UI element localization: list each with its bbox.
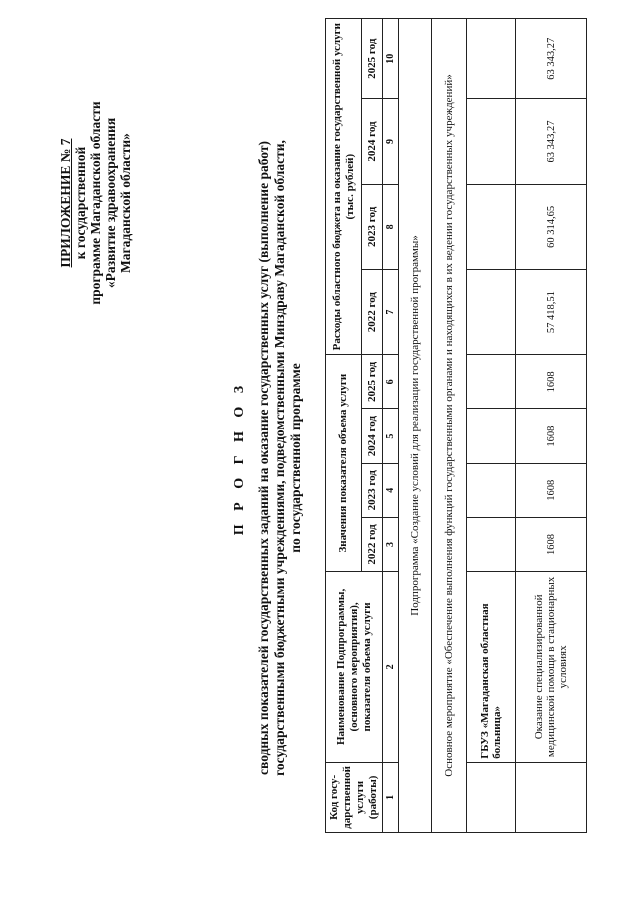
empty-cell [467, 19, 516, 99]
subprogram-row [399, 19, 432, 833]
header-code: Код госу- дарственной услуги (работы) [326, 762, 383, 832]
header-year: 2023 год [362, 184, 383, 269]
table-header-row [326, 19, 362, 833]
appendix-line: программе Магаданской области [88, 101, 103, 305]
header-year: 2024 год [362, 409, 383, 463]
empty-cell [467, 463, 516, 517]
appendix-block [58, 38, 133, 368]
volume-value: 1608 [516, 409, 587, 463]
budget-value: 63 343,27 [516, 99, 587, 184]
appendix-line: Магаданской области» [118, 133, 133, 273]
volume-value: 1608 [516, 463, 587, 517]
column-number: 4 [383, 463, 399, 517]
appendix-line: «Развитие здравоохранения [103, 117, 118, 289]
institution-code-cell [467, 762, 516, 832]
service-name: Оказание специализированной медицинской помощи в стационарных условиях [516, 572, 587, 763]
subprogram-title: Подпрограмма «Создание условий для реализации государственной программы» [399, 19, 432, 833]
volume-value: 1608 [516, 355, 587, 409]
volume-value: 1608 [516, 517, 587, 571]
column-number: 9 [383, 99, 399, 184]
appendix-number: ПРИЛОЖЕНИЕ № 7 [58, 138, 73, 268]
header-year: 2024 год [362, 99, 383, 184]
service-code [516, 762, 587, 832]
header-year: 2025 год [362, 355, 383, 409]
empty-cell [467, 517, 516, 571]
institution-name: ГБУЗ «Магаданская областная больница» [467, 572, 516, 763]
column-number: 3 [383, 517, 399, 571]
empty-cell [467, 99, 516, 184]
table-row [516, 19, 587, 833]
empty-cell [467, 269, 516, 354]
column-number: 2 [383, 572, 399, 763]
document-page [20, 18, 620, 878]
column-number: 1 [383, 762, 399, 832]
heading-line: государственными бюджетными учреждениями, подведомственными Минздраву Магаданской области, [272, 140, 287, 776]
heading-line: сводных показателей государственных заданий на оказание государственных услуг (выполнение работ) [256, 141, 271, 775]
column-number: 5 [383, 409, 399, 463]
header-year: 2025 год [362, 19, 383, 99]
column-number: 10 [383, 19, 399, 99]
column-number-row [383, 19, 399, 833]
column-number: 8 [383, 184, 399, 269]
main-activity-title: Основное мероприятие «Обеспечение выполнения функций государственными органами и находящихся в их ведении государственных учреждений» [432, 19, 467, 833]
budget-value: 57 418,51 [516, 269, 587, 354]
main-activity-row [432, 19, 467, 833]
header-year: 2023 год [362, 463, 383, 517]
document-heading [232, 78, 304, 838]
heading-line: по государственной программе [288, 363, 303, 553]
budget-value: 60 314,65 [516, 184, 587, 269]
empty-cell [467, 409, 516, 463]
header-year: 2022 год [362, 269, 383, 354]
column-number: 7 [383, 269, 399, 354]
budget-value: 63 343,27 [516, 19, 587, 99]
empty-cell [467, 355, 516, 409]
heading-title: П Р О Г Н О З [232, 380, 247, 536]
header-year: 2022 год [362, 517, 383, 571]
header-name: Наименование Подпрограммы, (основного мероприятия), показателя объема услуги [326, 572, 383, 763]
column-number: 6 [383, 355, 399, 409]
header-budget: Расходы областного бюджета на оказание государственной услуги (тыс. рублей) [326, 19, 362, 355]
empty-cell [467, 184, 516, 269]
institution-row [467, 19, 516, 833]
header-volume: Значения показателя объема услуги [326, 355, 362, 572]
forecast-table [325, 18, 587, 833]
appendix-line: к государственной [73, 146, 88, 260]
